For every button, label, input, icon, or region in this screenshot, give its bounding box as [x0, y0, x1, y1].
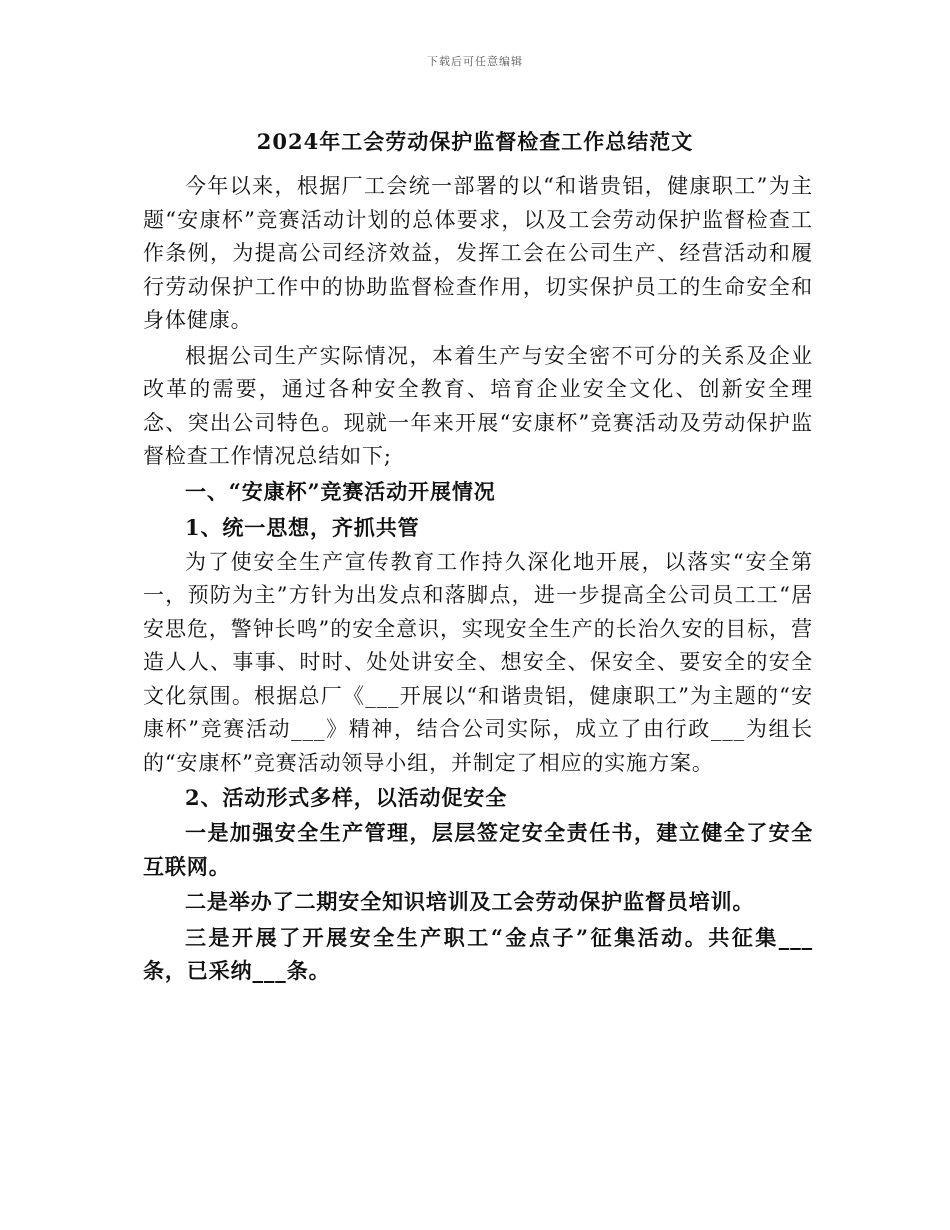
- paragraph-intro: 今年以来，根据厂工会统一部署的以“和谐贵铝，健康职工”为主题“安康杯”竞赛活动计划的总体要求，以及工会劳动保护监督检查工作条例，为提高公司经济效益，发挥工会在公司生产、经营活动和履行劳动保护工作中的协助监督检查作用，切实保护员工的生命安全和身体健康。: [143, 174, 813, 332]
- paragraph-unified-thinking: 为了使安全生产宣传教育工作持久深化地开展，以落实“安全第一，预防为主”方针为出发点和落脚点，进一步提高全公司员工工“居安思危，警钟长鸣”的安全意识，实现安全生产的长治久安的目标，营造人人、事事、时时、处处讲安全、想安全、保安全、要安全的安全文化氛围。根据总厂《___开展以“和谐贵铝，健康职工”为主题的“安康杯”竞赛活动___》精神，结合公司实际，成立了由行政___为组长的“安康杯”竞赛活动领导小组，并制定了相应的实施方案。: [143, 549, 813, 775]
- section-heading-1: 一、“安康杯”竞赛活动开展情况: [185, 478, 496, 504]
- document-body: [143, 170, 813, 988]
- paragraph-overview: 根据公司生产实际情况，本着生产与安全密不可分的关系及企业改革的需要，通过各种安全教育、培育企业安全文化、创新安全理念、突出公司特色。现就一年来开展“安康杯”竞赛活动及劳动保护监督检查工作情况总结如下;: [143, 343, 813, 468]
- subsection-heading-1: 1、统一思想，齐抓共管: [185, 514, 420, 540]
- paragraph-item-2: 二是举办了二期安全知识培训及工会劳动保护监督员培训。: [185, 889, 755, 914]
- document-title: 2024年工会劳动保护监督检查工作总结范文: [256, 129, 694, 154]
- header-note: 下载后可任意编辑: [427, 55, 523, 68]
- subsection-heading-2: 2、活动形式多样，以活动促安全: [185, 785, 508, 810]
- paragraph-item-3: 三是开展了开展安全生产职工“金点子”征集活动。共征集___条，已采纳___条。: [143, 924, 813, 983]
- paragraph-item-1: 一是加强安全生产管理，层层签定安全责任书，建立健全了安全互联网。: [143, 820, 813, 879]
